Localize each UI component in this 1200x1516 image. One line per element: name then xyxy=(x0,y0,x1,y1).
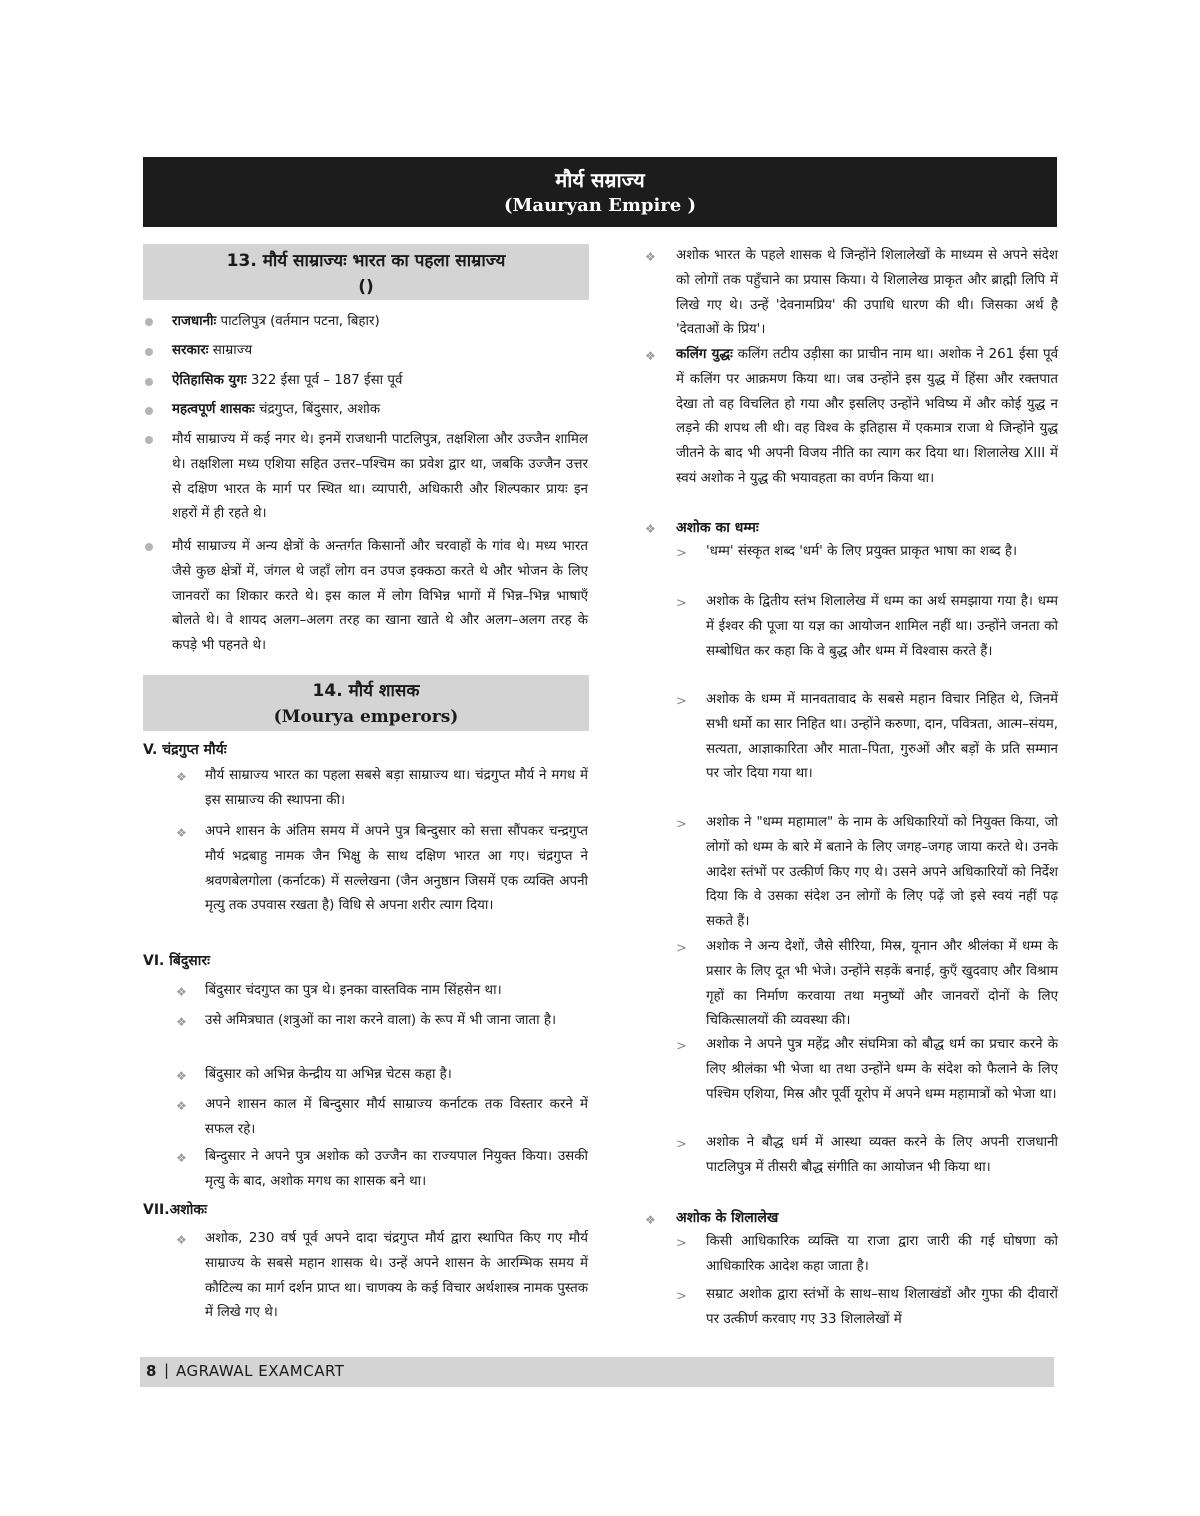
fact-government: सरकारः साम्राज्य xyxy=(172,343,253,358)
diamond-bullet-icon: ❖ xyxy=(645,250,656,264)
section-14-subtitle: (Mourya emperors) xyxy=(273,707,459,727)
dhamma-point-2: अशोक के द्वितीय स्तंभ शिलालेख में धम्म का अर्थ समझाया गया है। धम्म में ईश्वर की पूजा या यज्ञ का आयोजन शामिल नहीं था। उन्होंने जनता को सम्बोधित कर कहा कि वे बुद्ध और धम्म में विश्वास करते हैं। xyxy=(706,594,1058,659)
ashoka-inscriptions-intro: अशोक भारत के पहले शासक थे जिन्होंने शिलालेखों के माध्यम से अपने संदेश को लोगों तक पहुँचाने का प्रयास किया। ये शिलालेख प्राकृत और ब्राह्मी लिपि में लिखे गए थे। उन्हें 'देवनामप्रिय' की उपाधि धारण की थी। जिसका अर्थ है 'देवताओं के प्रिय'। xyxy=(676,248,1058,338)
section-13-header xyxy=(143,244,589,300)
diamond-bullet-icon: ❖ xyxy=(176,1069,187,1083)
kalinga-war: कलिंग युद्धः कलिंग तटीय उड़ीसा का प्राचीन नाम था। अशोक ने 261 ईसा पूर्व में कलिंग पर आक्रमण किया था। जब उन्होंने इस युद्ध में हिंसा और रक्तपात देखा तो वह विचलित हो गया और इसलिए उन्होंने भविष्य में और कोई युद्ध न लड़ने की शपथ ली थी। वह विश्व के इतिहास में एकमात्र राजा थे जिन्होंने युद्ध जीतने के बाद भी अपनी विजय नीति का त्याग कर दिया था। शिलालेख XIII में स्वयं अशोक ने युद्ध की भयावहता का वर्णन किया था। xyxy=(676,347,1059,486)
bullet-dot xyxy=(145,436,153,444)
section-14-header xyxy=(143,675,589,731)
diamond-bullet-icon: ❖ xyxy=(645,522,656,536)
paragraph-villages: मौर्य साम्राज्य में अन्य क्षेत्रों के अन्तर्गत किसानों और चरवाहों के गांव थे। मध्य भारत जैसे कुछ क्षेत्रों में, जंगल थे जहाँ लोग वन उपज इक्कठा करते थे और भोजन के लिए जानवरों का शिकार करते थे। इस काल में लोग विभिन्न भागों में भिन्न–भिन्न भाषाएँ बोलते थे। वे शायद अलग–अलग तरह का खाना खाते थे और अलग–अलग तरह के कपड़े भी पहनते थे। xyxy=(172,539,588,654)
diamond-bullet-icon: ❖ xyxy=(176,1233,187,1247)
diamond-bullet-icon: ❖ xyxy=(176,985,187,999)
heading-chandragupta: V. चंद्रगुप्त मौर्यः xyxy=(143,742,227,758)
chapter-title-english: (Mauryan Empire ) xyxy=(503,195,697,216)
chandragupta-point-2: अपने शासन के अंतिम समय में अपने पुत्र बिन्दुसार को सत्ता सौंपकर चन्द्रगुप्त मौर्य भद्रबाहु नामक जैन भिक्षु के साथ दक्षिण भारत आ गए। चंद्रगुप्त ने श्रवणबेलगोला (कर्नाटक) में सल्लेखना (जैन अनुष्ठान जिसमें एक व्यक्ति अपनी मृत्यु तक उपवास रखता है) विधि से अपना शरीर त्याग दिया। xyxy=(205,824,588,914)
page-footer xyxy=(140,1357,1054,1387)
heading-dhamma: अशोक का धम्मः xyxy=(676,520,759,536)
arrow-bullet-icon: > xyxy=(676,1289,687,1304)
heading-bindusara: VI. बिंदुसारः xyxy=(143,953,210,969)
chandragupta-point-1: मौर्य साम्राज्य भारत का पहला सबसे बड़ा साम्राज्य था। चंद्रगुप्त मौर्य ने मगध में इस साम्राज्य की स्थापना की। xyxy=(205,768,588,808)
ashoka-point-1: अशोक, 230 वर्ष पूर्व अपने दादा चंद्रगुप्त मौर्य द्वारा स्थापित किए गए मौर्य साम्राज्य के सबसे महान शासक थे। उन्हें अपने शासन के आरम्भिक समय में कौटिल्य का मार्ग दर्शन प्राप्त था। चाणक्य के कई विचार अर्थशास्त्र नामक पुस्तक में लिखे गए थे। xyxy=(205,1231,588,1321)
chapter-title-hindi: मौर्य सम्राज्य xyxy=(555,168,645,192)
fact-era: ऐतिहासिक युगः 322 ईसा पूर्व – 187 ईसा पूर्व xyxy=(172,373,403,388)
paragraph-cities: मौर्य साम्राज्य में कई नगर थे। इनमें राजधानी पाटलिपुत्र, तक्षशिला और उज्जैन शामिल थे। तक्षशिला मध्य एशिया सहित उत्तर–पश्चिम का प्रवेश द्वार था, जबकि उज्जैन उत्तर से दक्षिण भारत के मार्ग पर स्थित था। व्यापारी, अधिकारी और शिल्पकार प्रायः इन शहरों में ही रहते थे। xyxy=(172,432,588,522)
fact-rulers: महत्वपूर्ण शासकः चंद्रगुप्त, बिंदुसार, अशोक xyxy=(172,402,381,417)
section-13-subtitle: () xyxy=(358,277,374,297)
bindusara-point-4: अपने शासन काल में बिन्दुसार मौर्य साम्राज्य कर्नाटक तक विस्तार करने में सफल रहे। xyxy=(205,1097,588,1137)
arrow-bullet-icon: > xyxy=(676,546,687,561)
bindusara-point-3: बिंदुसार को अभिन्न केन्द्रीय या अभिन्न चेटस कहा है। xyxy=(205,1067,452,1082)
heading-ashoka: VII.अशोकः xyxy=(143,1202,207,1218)
section-13-title: 13. मौर्य साम्राज्यः भारत का पहला साम्राज्य xyxy=(226,251,506,271)
bullet-dot xyxy=(145,348,153,356)
arrow-bullet-icon: > xyxy=(676,694,687,709)
edicts-point-1: किसी आधिकारिक व्यक्ति या राजा द्वारा जारी की गई घोषणा को आधिकारिक आदेश कहा जाता है। xyxy=(706,1234,1058,1274)
chapter-banner xyxy=(143,157,1057,227)
arrow-bullet-icon: > xyxy=(676,596,687,611)
footer-separator: | xyxy=(164,1361,170,1379)
diamond-bullet-icon: ❖ xyxy=(176,770,187,784)
diamond-bullet-icon: ❖ xyxy=(645,349,656,363)
fact-capital: राजधानीः पाटलिपुत्र (वर्तमान पटना, बिहार) xyxy=(172,314,380,329)
bullet-dot xyxy=(145,407,153,415)
publisher-brand: AGRAWAL EXAMCART xyxy=(176,1362,345,1380)
arrow-bullet-icon: > xyxy=(676,941,687,956)
diamond-bullet-icon: ❖ xyxy=(176,1099,187,1113)
heading-edicts: अशोक के शिलालेख xyxy=(676,1210,779,1226)
page-number: 8 xyxy=(146,1362,157,1380)
dhamma-point-7: अशोक ने बौद्ध धर्म में आस्था व्यक्त करने के लिए अपनी राजधानी पाटलिपुत्र में तीसरी बौद्ध संगीति का आयोजन भी किया था। xyxy=(706,1135,1058,1175)
dhamma-point-1: 'धम्म' संस्कृत शब्द 'धर्म' के लिए प्रयुक्त प्राकृत भाषा का शब्द है। xyxy=(706,544,1018,559)
bindusara-point-5: बिन्दुसार ने अपने पुत्र अशोक को उज्जैन का राज्यपाल नियुक्त किया। उसकी मृत्यु के बाद, अशोक मगध का शासक बने था। xyxy=(205,1149,588,1189)
dhamma-point-6: अशोक ने अपने पुत्र महेंद्र और संघमित्रा को बौद्ध धर्म का प्रचार करने के लिए श्रीलंका भी भेजा था तथा उन्होंने धम्म के संदेश को फैलाने के लिए पश्चिम एशिया, मिस्र और पूर्वी यूरोप में अपने धम्म महामात्रों को भेजा था। xyxy=(706,1037,1058,1102)
bullet-dot xyxy=(145,318,153,326)
arrow-bullet-icon: > xyxy=(676,1137,687,1152)
edicts-point-2: सम्राट अशोक द्वारा स्तंभों के साथ–साथ शिलाखंडों और गुफा की दीवारों पर उत्कीर्ण करवाए गए 33 शिलालेखों में xyxy=(706,1287,1058,1327)
bindusara-point-1: बिंदुसार चंदगुप्त का पुत्र थे। इनका वास्तविक नाम सिंहसेन था। xyxy=(205,983,502,998)
bullet-dot xyxy=(145,378,153,386)
arrow-bullet-icon: > xyxy=(676,1039,687,1054)
diamond-bullet-icon: ❖ xyxy=(176,1015,187,1029)
diamond-bullet-icon: ❖ xyxy=(645,1213,656,1227)
dhamma-point-5: अशोक ने अन्य देशों, जैसे सीरिया, मिस्र, यूनान और श्रीलंका में धम्म के प्रसार के लिए दूत भी भेजे। उन्होंने सड़कें बनाई, कुएँ खुदवाए और विश्राम गृहों का निर्माण करवाया तथा मनुष्यों और जानवरों दोनों के लिए चिकित्सालयों की व्यवस्था की। xyxy=(706,939,1058,1029)
arrow-bullet-icon: > xyxy=(676,1236,687,1251)
dhamma-point-3: अशोक के धम्म में मानवतावाद के सबसे महान विचार निहित थे, जिनमें सभी धर्मो का सार निहित था। उन्होंने करुणा, दान, पवित्रता, आत्म–संयम, सत्यता, आज्ञाकारिता और माता–पिता, गुरुओं और बड़ों के प्रति सम्मान पर जोर दिया गया था। xyxy=(706,692,1058,782)
section-14-title: 14. मौर्य शासक xyxy=(312,681,420,701)
bullet-dot xyxy=(145,543,153,551)
bindusara-point-2: उसे अमित्रघात (शत्रुओं का नाश करने वाला) के रूप में भी जाना जाता है। xyxy=(205,1013,557,1028)
diamond-bullet-icon: ❖ xyxy=(176,826,187,840)
arrow-bullet-icon: > xyxy=(676,817,687,832)
diamond-bullet-icon: ❖ xyxy=(176,1151,187,1165)
dhamma-point-4: अशोक ने "धम्म महामाल" के नाम के अधिकारियों को नियुक्त किया, जो लोगों को धम्म के बारे में बताने के लिए जगह–जगह जाया करते थे। उनके आदेश स्तंभों पर उत्कीर्ण किए गए थे। उसने अपने अधिकारियों को निर्देश दिया कि वे उसका संदेश उन लोगों के लिए पढ़ें जो इसे स्वयं नहीं पढ़ सकते हैं। xyxy=(706,815,1058,930)
